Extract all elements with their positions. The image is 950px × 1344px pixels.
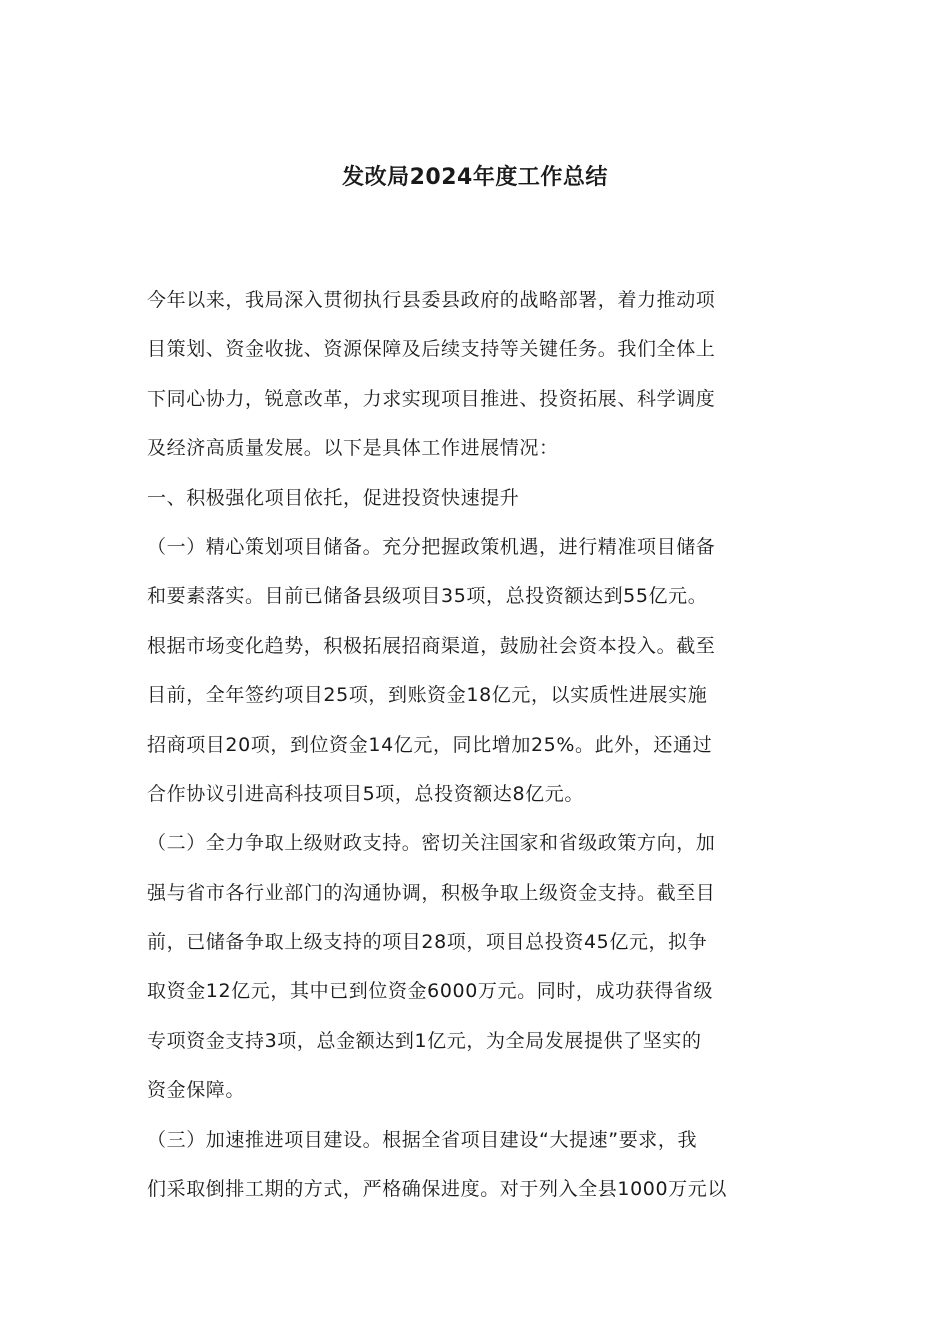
body-line: 下同心协力，锐意改革，力求实现项目推进、投资拓展、科学调度: [147, 387, 716, 410]
body-line: 今年以来，我局深入贯彻执行县委县政府的战略部署，着力推动项: [147, 289, 716, 311]
body-line: 及经济高质量发展。以下是具体工作进展情况：: [147, 437, 559, 460]
body-line: 目前，全年签约项目25项，到账资金18亿元，以实质性进展实施: [147, 684, 708, 707]
section-heading: 一、积极强化项目依托，促进投资快速提升: [147, 486, 520, 509]
body-line: 合作协议引进高科技项目5项，总投资额达8亿元。: [147, 782, 584, 805]
body-line: 们采取倒排工期的方式，严格确保进度。对于列入全县1000万元以: [147, 1178, 727, 1201]
document-title: 发改局2024年度工作总结: [342, 165, 608, 190]
body-line: 和要素落实。目前已储备县级项目35项，总投资额达到55亿元。: [147, 585, 708, 608]
body-line: 资金保障。: [147, 1079, 246, 1102]
document-body: [147, 276, 807, 1214]
body-line: （二）全力争取上级财政支持。密切关注国家和省级政策方向，加: [147, 832, 716, 855]
body-line: 招商项目20项，到位资金14亿元，同比增加25%。此外，还通过: [147, 733, 713, 756]
body-line: 目策划、资金收拢、资源保障及后续支持等关键任务。我们全体上: [147, 338, 716, 361]
body-line: （一）精心策划项目储备。充分把握政策机遇，进行精准项目储备: [147, 535, 716, 558]
body-line: 根据市场变化趋势，积极拓展招商渠道，鼓励社会资本投入。截至: [147, 634, 716, 657]
body-line: 专项资金支持3项，总金额达到1亿元，为全局发展提供了坚实的: [147, 1029, 702, 1052]
body-line: 前，已储备争取上级支持的项目28项，项目总投资45亿元，拟争: [147, 931, 708, 954]
body-line: 取资金12亿元，其中已到位资金6000万元。同时，成功获得省级: [147, 980, 714, 1003]
body-line: （三）加速推进项目建设。根据全省项目建设“大提速”要求，我: [147, 1128, 698, 1151]
body-line: 强与省市各行业部门的沟通协调，积极争取上级资金支持。截至目: [147, 881, 716, 904]
